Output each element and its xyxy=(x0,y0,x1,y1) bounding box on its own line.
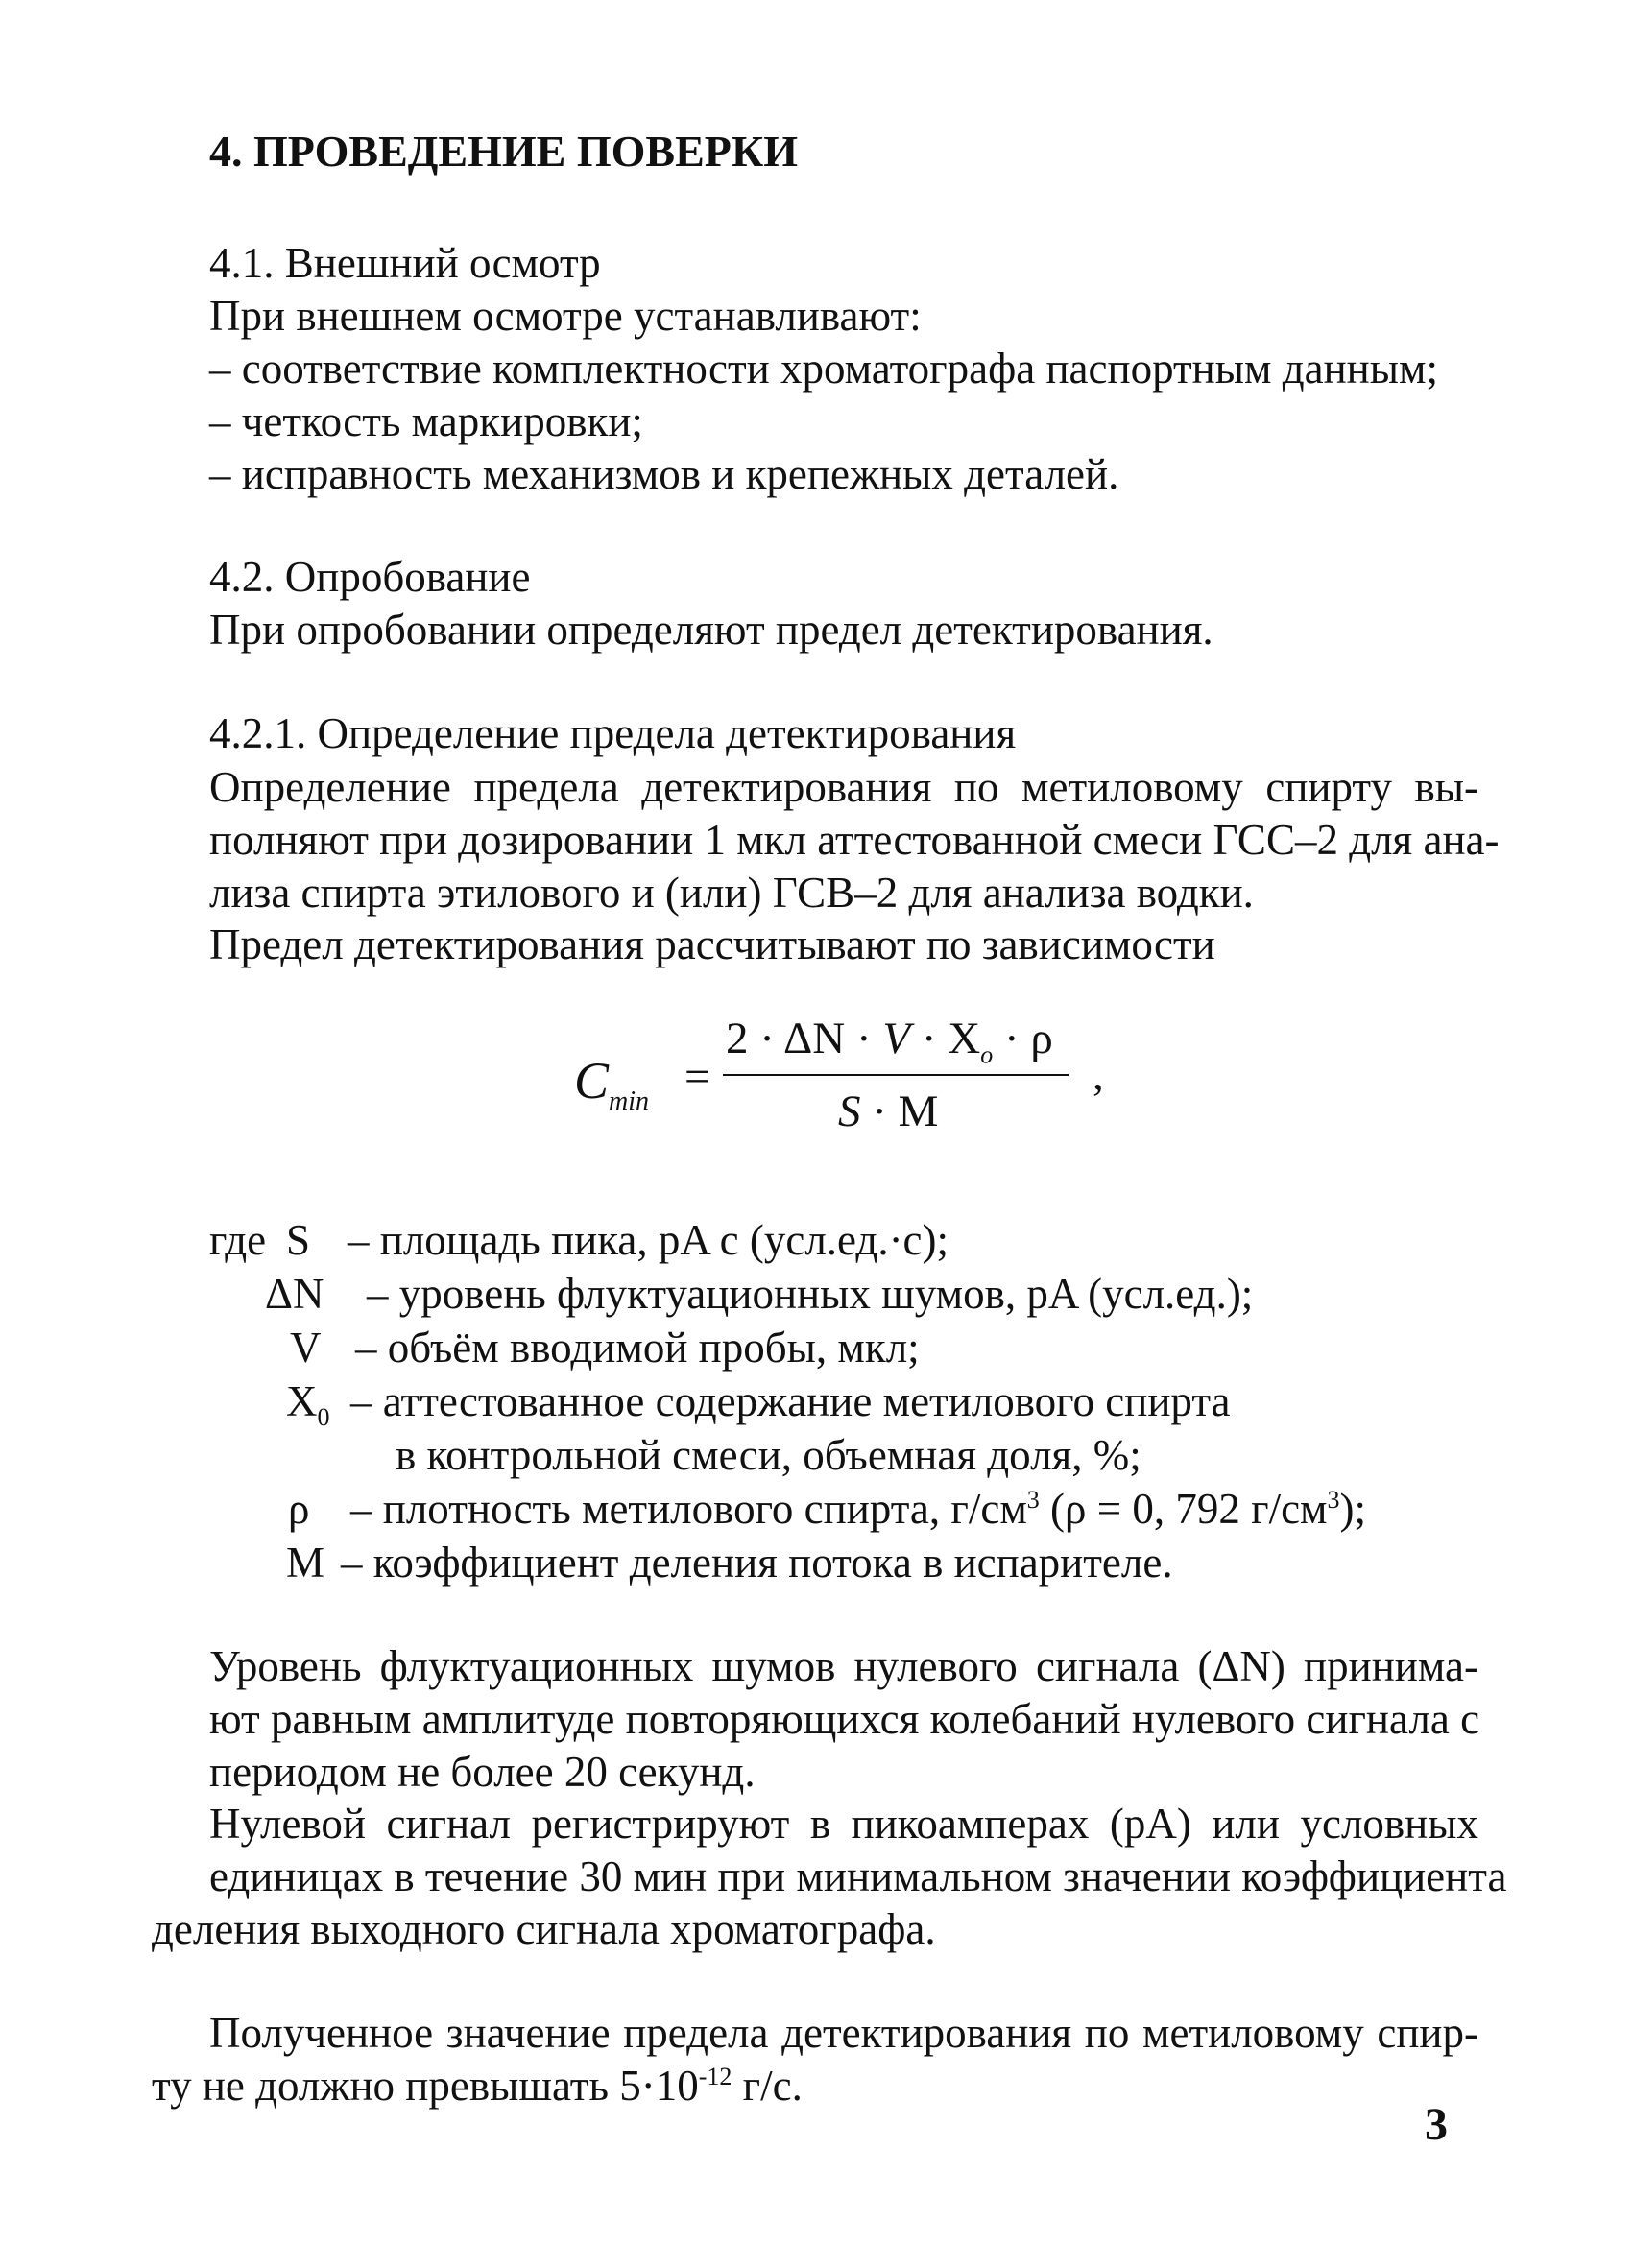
paragraph-line: единицах в течение 30 мин при минимальном значении коэффициента xyxy=(209,1852,1507,1900)
paragraph-line: периодом не более 20 секунд. xyxy=(209,1748,756,1796)
definition-symbol: S xyxy=(286,1216,311,1264)
inspection-item: – соответствие комплектности хроматографа паспортным данным; xyxy=(209,345,1438,393)
paragraph-line: полняют при дозировании 1 мкл аттестованной смеси ГСС–2 для ана- xyxy=(209,816,1500,864)
formula-denominator: S · M xyxy=(838,1086,939,1136)
inspection-intro: При внешнем осмотре устанавливают: xyxy=(209,292,922,340)
definition-symbol: ΔN xyxy=(265,1270,324,1318)
definition-text: – плотность метилового спирта, $г/см^3$ (ρ = 0, 792 $г/см^3$); xyxy=(350,1485,1367,1533)
subsection-title-4-1: 4.1. Внешний осмотр xyxy=(209,239,601,287)
fraction-bar xyxy=(723,1074,1069,1076)
definition-text: – площадь пика, pA c (усл.ед.·с); xyxy=(348,1216,949,1264)
definition-text: – объём вводимой пробы, мкл; xyxy=(355,1324,920,1372)
paragraph-line: ют равным амплитуде повторяющихся колебаний нулевого сигнала с xyxy=(209,1695,1480,1743)
definition-symbol: $X_0$ xyxy=(286,1377,330,1431)
paragraph-line: Полученное значение предела детектирования по метиловому спир- xyxy=(209,2009,1478,2057)
testing-text: При опробовании определяют предел детектирования. xyxy=(209,606,1213,654)
paragraph-line: Уровень флуктуационных шумов нулевого сигнала (ΔN) принима- xyxy=(209,1642,1478,1690)
formula-intro: Предел детектирования рассчитывают по зависимости xyxy=(209,920,1215,968)
definition-symbol: V xyxy=(290,1324,322,1372)
definition-text: – аттестованное содержание метилового спирта xyxy=(350,1377,1231,1425)
definition-text: – уровень флуктуационных шумов, pA (усл.ед.); xyxy=(367,1270,1254,1318)
paragraph-line: деления выходного сигнала хроматографа. xyxy=(152,1905,936,1953)
definition-symbol: ρ xyxy=(288,1485,310,1533)
paragraph-line: Определение предела детектирования по метиловому спирту вы- xyxy=(209,763,1478,811)
formula-equals: = xyxy=(684,1052,710,1102)
where-label: где xyxy=(209,1216,267,1264)
formula-lhs: $C_{min}$ xyxy=(574,1052,650,1116)
formula-comma: , xyxy=(1093,1050,1104,1100)
paragraph-line: Нулевой сигнал регистрируют в пикоамперах (pA) или условных xyxy=(209,1800,1478,1848)
page-number: 3 xyxy=(1425,2099,1448,2150)
definition-text: в контрольной смеси, объемная доля, %; xyxy=(396,1431,1141,1479)
definition-text: – коэффициент деления потока в испарителе. xyxy=(341,1539,1173,1587)
section-heading: 4. ПРОВЕДЕНИЕ ПОВЕРКИ xyxy=(209,127,798,176)
inspection-item: – исправность механизмов и крепежных деталей. xyxy=(209,450,1119,498)
paragraph-line: лиза спирта этилового и (или) ГСВ–2 для анализа водки. xyxy=(209,869,1254,917)
paragraph-line: ту не должно превышать $5\cdot 10^{-12}$ г/с. xyxy=(152,2062,803,2110)
formula-numerator: $2 \cdot \Delta N \cdot V \cdot X_o \cdot \rho$ xyxy=(726,1014,1053,1069)
subsection-title-4-2-1: 4.2.1. Определение предела детектирования xyxy=(209,709,1017,757)
definition-symbol: M xyxy=(286,1539,325,1587)
inspection-item: – четкость маркировки; xyxy=(209,397,643,445)
detection-limit-formula xyxy=(574,1013,1150,1157)
subsection-title-4-2: 4.2. Опробование xyxy=(209,553,531,601)
